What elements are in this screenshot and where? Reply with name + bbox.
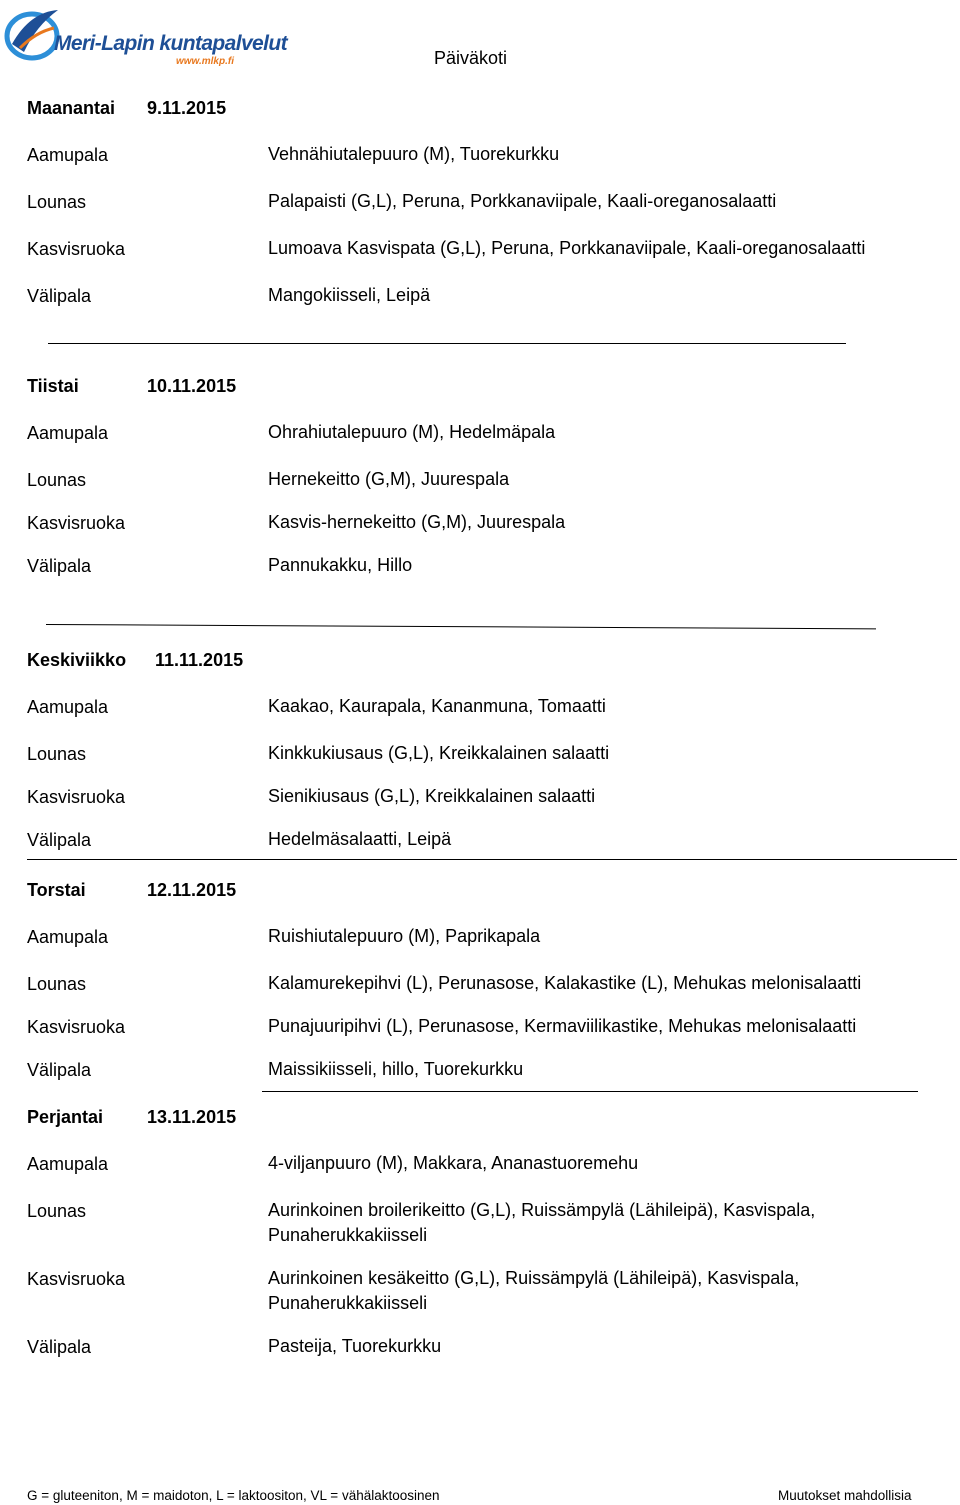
day-name-wednesday: Keskiviikko: [27, 650, 127, 670]
meal-label: Aamupala: [27, 927, 109, 947]
meal-label: Aamupala: [27, 145, 109, 165]
meal-food: Maissikiisseli, hillo, Tuorekurkku: [268, 1059, 524, 1079]
meal-label: Lounas: [27, 1201, 87, 1221]
logo-swoosh-icon: [2, 4, 62, 64]
meal-food: Kasvis-hernekeitto (G,M), Juurespala: [268, 512, 566, 532]
day-date-wednesday: 11.11.2015: [155, 650, 244, 670]
meal-food: Palapaisti (G,L), Peruna, Porkkanaviipale, Kaali-oreganosalaatti: [268, 191, 777, 211]
logo: [0, 0, 287, 72]
divider: [27, 859, 957, 860]
day-name-friday: Perjantai: [27, 1107, 104, 1127]
day-date-monday: 9.11.2015: [147, 98, 227, 118]
day-date-friday: 13.11.2015: [147, 1107, 237, 1127]
day-date-tuesday: 10.11.2015: [147, 376, 237, 396]
meal-food: Mangokiisseli, Leipä: [268, 285, 431, 305]
day-name-tuesday: Tiistai: [27, 376, 79, 396]
footer-legend: G = gluteeniton, M = maidoton, L = laktoositon, VL = vähälaktoosinen: [27, 1488, 440, 1503]
day-date-thursday: 12.11.2015: [147, 880, 237, 900]
meal-label: Aamupala: [27, 1154, 109, 1174]
meal-food: Sienikiusaus (G,L), Kreikkalainen salaatti: [268, 786, 596, 806]
page-title: Päiväkoti: [434, 48, 508, 68]
meal-label: Kasvisruoka: [27, 1017, 126, 1037]
meal-food: Lumoava Kasvispata (G,L), Peruna, Porkkanaviipale, Kaali-oreganosalaatti: [268, 238, 866, 258]
meal-food: Pasteija, Tuorekurkku: [268, 1336, 442, 1356]
divider: [262, 1091, 918, 1092]
logo-name: Meri-Lapin kuntapalvelut: [54, 32, 287, 55]
meal-label: Aamupala: [27, 697, 109, 717]
day-name-thursday: Torstai: [27, 880, 86, 900]
meal-label: Lounas: [27, 192, 87, 212]
footer-note: Muutokset mahdollisia: [778, 1488, 912, 1503]
meal-food: Punajuuripihvi (L), Perunasose, Kermaviilikastike, Mehukas melonisalaatti: [268, 1016, 857, 1036]
meal-food: Kaakao, Kaurapala, Kananmuna, Tomaatti: [268, 696, 606, 716]
meal-food: Kinkkukiusaus (G,L), Kreikkalainen salaatti: [268, 743, 610, 763]
meal-label: Lounas: [27, 974, 87, 994]
divider: [46, 624, 876, 629]
meal-label: Aamupala: [27, 423, 109, 443]
meal-food: Pannukakku, Hillo: [268, 555, 413, 575]
meal-label: Kasvisruoka: [27, 1269, 126, 1289]
meal-label: Kasvisruoka: [27, 513, 126, 533]
meal-label: Välipala: [27, 1337, 92, 1357]
divider: [48, 343, 846, 344]
meal-food: Hedelmäsalaatti, Leipä: [268, 829, 452, 849]
meal-label: Kasvisruoka: [27, 787, 126, 807]
meal-food: Kalamurekepihvi (L), Perunasose, Kalakastike (L), Mehukas melonisalaatti: [268, 973, 862, 993]
meal-food: Hernekeitto (G,M), Juurespala: [268, 469, 510, 489]
day-name-monday: Maanantai: [27, 98, 116, 118]
meal-food: Vehnähiutalepuuro (M), Tuorekurkku: [268, 144, 560, 164]
meal-food: 4-viljanpuuro (M), Makkara, Ananastuoremehu: [268, 1153, 639, 1173]
meal-food: Aurinkoinen kesäkeitto (G,L), Ruissämpylä (Lähileipä), Kasvispala, Punaherukkakiisseli: [268, 1268, 800, 1313]
meal-label: Lounas: [27, 470, 87, 490]
meal-label: Välipala: [27, 556, 92, 576]
meal-label: Lounas: [27, 744, 87, 764]
meal-label: Välipala: [27, 1060, 92, 1080]
meal-food: Ruishiutalepuuro (M), Paprikapala: [268, 926, 541, 946]
logo-url: www.mlkp.fi: [176, 56, 234, 67]
meal-food: Ohrahiutalepuuro (M), Hedelmäpala: [268, 422, 556, 442]
meal-label: Kasvisruoka: [27, 239, 126, 259]
meal-label: Välipala: [27, 830, 92, 850]
meal-food: Aurinkoinen broilerikeitto (G,L), Ruissämpylä (Lähileipä), Kasvispala, Punaherukkakiisseli: [268, 1200, 816, 1245]
meal-label: Välipala: [27, 286, 92, 306]
